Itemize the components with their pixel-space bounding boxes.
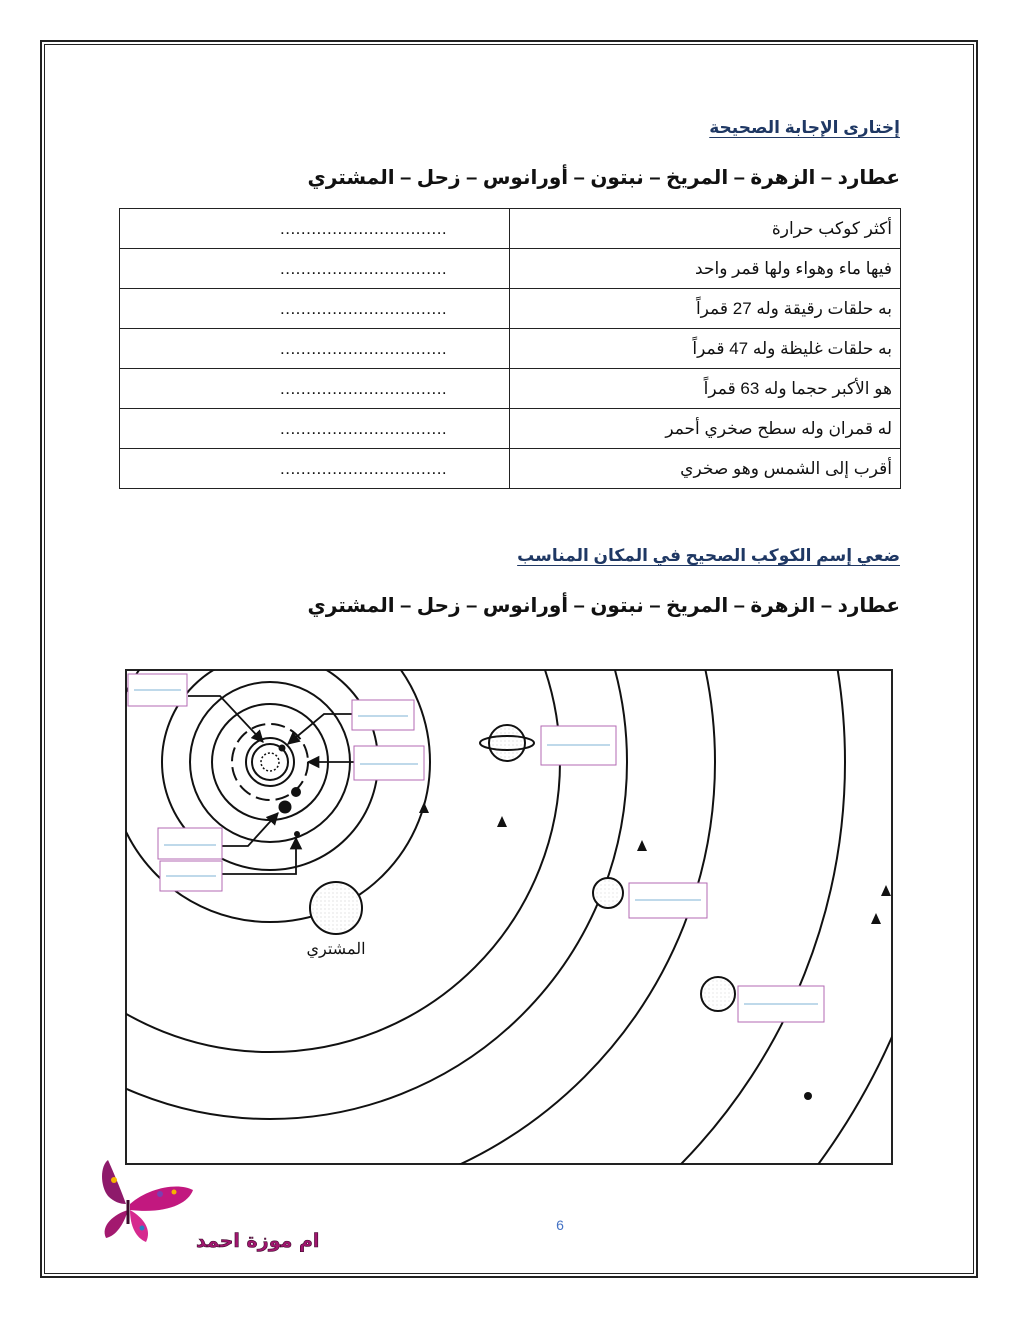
table-row — [120, 249, 901, 289]
answer-blank[interactable]: ................................ — [120, 249, 510, 289]
solar-system-diagram — [124, 668, 894, 1166]
answer-blank[interactable]: ................................ — [120, 449, 510, 489]
jupiter-planet — [310, 882, 362, 934]
section2-heading: ضعي إسم الكوكب الصحيح في المكان المناسب — [517, 546, 900, 565]
table-row — [120, 409, 901, 449]
label-box-venus[interactable] — [354, 746, 424, 780]
table-row — [120, 209, 901, 249]
question-cell: به حلقات رقيقة وله 27 قمراً — [510, 289, 901, 329]
table-row — [120, 449, 901, 489]
pluto-planet — [804, 1092, 812, 1100]
table-row — [120, 289, 901, 329]
butterfly-logo — [48, 1152, 320, 1252]
answer-blank[interactable]: ................................ — [120, 289, 510, 329]
answer-blank[interactable]: ................................ — [120, 209, 510, 249]
answer-blank[interactable]: ................................ — [120, 409, 510, 449]
uranus-planet — [593, 878, 623, 908]
label-box-mars[interactable] — [160, 861, 222, 891]
mars-planet — [294, 831, 300, 837]
answer-blank[interactable]: ................................ — [120, 369, 510, 409]
question-cell: فيها ماء وهواء ولها قمر واحد — [510, 249, 901, 289]
label-box-earth[interactable] — [158, 828, 222, 859]
butterfly-icon — [102, 1160, 193, 1242]
question-cell: أقرب إلى الشمس وهو صخري — [510, 449, 901, 489]
label-box-neptune[interactable] — [738, 986, 824, 1022]
section1-word-bank: عطارد – الزهرة – المريخ – نبتون – أورانوس – زحل – المشتري — [307, 167, 900, 189]
label-box-uranus[interactable] — [629, 883, 707, 918]
question-cell: هو الأكبر حجما وله 63 قمراً — [510, 369, 901, 409]
questions-table — [119, 208, 901, 489]
label-box-sun[interactable] — [128, 674, 187, 706]
table-row — [120, 329, 901, 369]
jupiter-label: المشتري — [306, 939, 366, 958]
label-box-mercury[interactable] — [352, 700, 414, 730]
mercury-planet — [279, 745, 286, 752]
label-box-saturn[interactable] — [541, 726, 616, 765]
venus-planet — [291, 787, 301, 797]
answer-blank[interactable]: ................................ — [120, 329, 510, 369]
page-number: 6 — [556, 1217, 564, 1233]
question-cell: به حلقات غليظة وله 47 قمراً — [510, 329, 901, 369]
neptune-planet — [701, 977, 735, 1011]
section2-word-bank: عطارد – الزهرة – المريخ – نبتون – أورانوس – زحل – المشتري — [307, 595, 900, 617]
question-cell: أكثر كوكب حرارة — [510, 209, 901, 249]
section1-heading: إختارى الإجابة الصحيحة — [709, 118, 900, 137]
question-cell: له قمران وله سطح صخري أحمر — [510, 409, 901, 449]
table-row — [120, 369, 901, 409]
logo-text: ام موزة احمد — [196, 1230, 320, 1252]
earth-planet — [279, 801, 292, 814]
